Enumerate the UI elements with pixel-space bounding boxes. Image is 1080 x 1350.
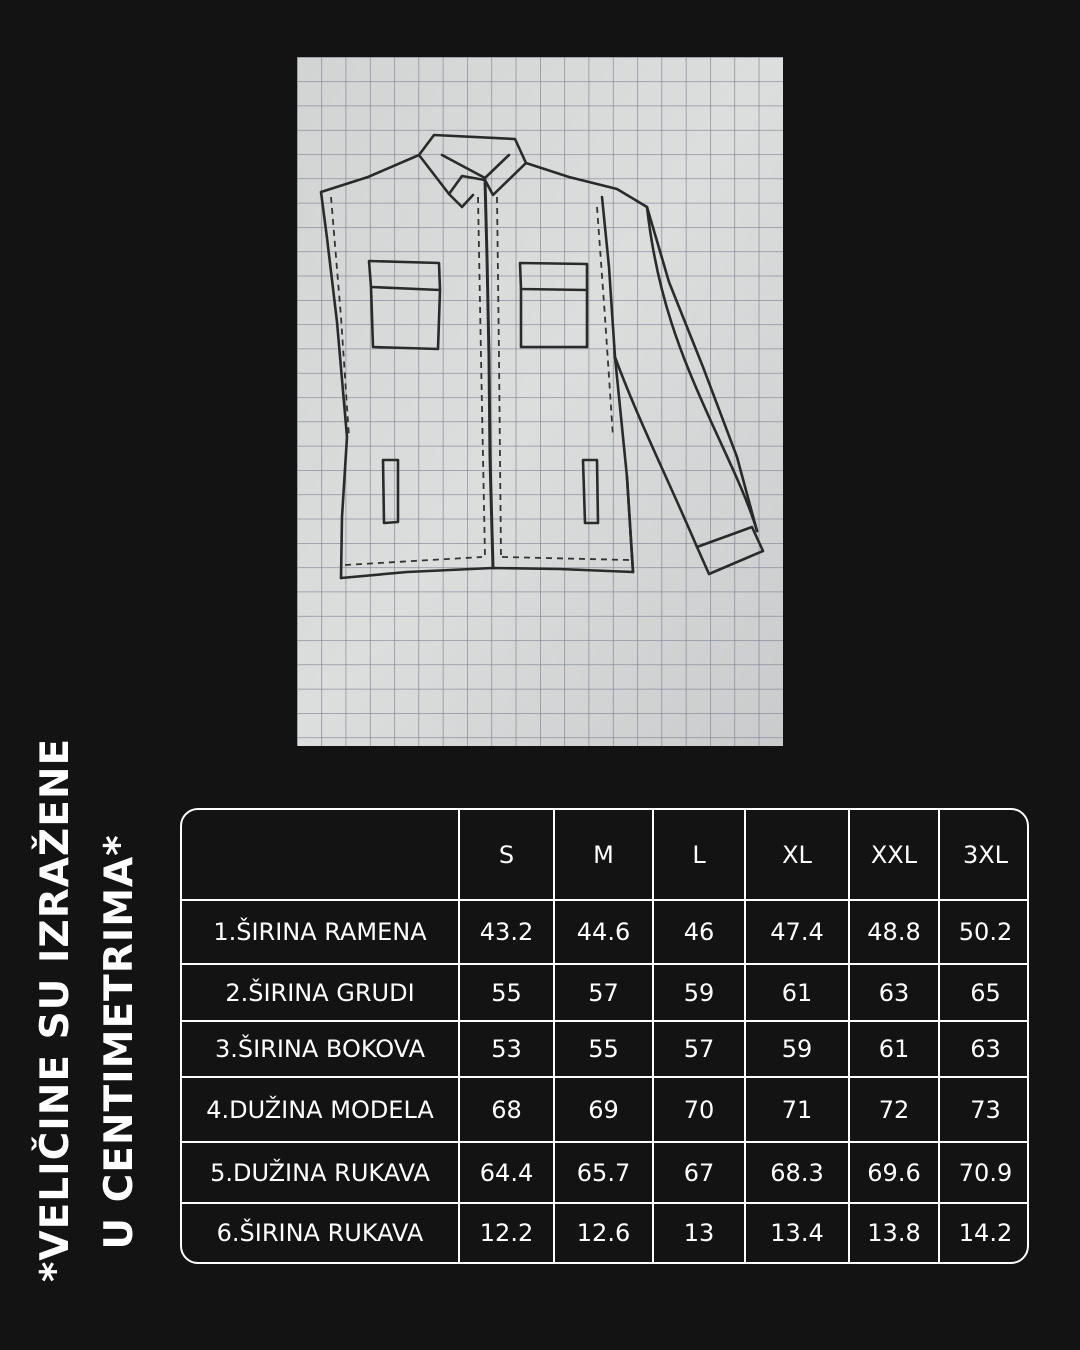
table-cell: 70.9	[939, 1142, 1029, 1203]
table-cell: 59	[745, 1021, 849, 1077]
table-cell: 57	[554, 964, 653, 1021]
table-cell: 69	[554, 1077, 653, 1142]
table-cell: 71	[745, 1077, 849, 1142]
header-size-xl: XL	[745, 810, 849, 900]
table-row	[182, 1142, 1029, 1203]
table-row	[182, 1021, 1029, 1077]
table-cell: 59	[653, 964, 745, 1021]
row-label: 2.ŠIRINA GRUDI	[182, 964, 459, 1021]
table-cell: 68	[459, 1077, 554, 1142]
table-row	[182, 1077, 1029, 1142]
table-cell: 12.6	[554, 1203, 653, 1262]
header-size-s: S	[459, 810, 554, 900]
table-cell: 47.4	[745, 900, 849, 964]
table-cell: 63	[849, 964, 939, 1021]
table-cell: 70	[653, 1077, 745, 1142]
table-cell: 72	[849, 1077, 939, 1142]
jacket-sketch-image	[297, 57, 783, 746]
table-cell: 57	[653, 1021, 745, 1077]
row-label: 1.ŠIRINA RAMENA	[182, 900, 459, 964]
units-note	[24, 737, 152, 1282]
table-cell: 63	[939, 1021, 1029, 1077]
table-row	[182, 1203, 1029, 1262]
row-label: 4.DUŽINA MODELA	[182, 1077, 459, 1142]
table-cell: 12.2	[459, 1203, 554, 1262]
table-cell: 14.2	[939, 1203, 1029, 1262]
size-chart-table	[180, 808, 1029, 1264]
table-cell: 50.2	[939, 900, 1029, 964]
table-cell: 53	[459, 1021, 554, 1077]
header-size-m: M	[554, 810, 653, 900]
table-cell: 64.4	[459, 1142, 554, 1203]
table-header-row	[182, 810, 1029, 900]
table-row	[182, 900, 1029, 964]
units-note-line-2: U CENTIMETRIMA*	[97, 834, 142, 1250]
table-cell: 55	[459, 964, 554, 1021]
units-note-line-1: *VELIČINE SU IZRAŽENE	[33, 737, 78, 1282]
table-cell: 73	[939, 1077, 1029, 1142]
table-cell: 44.6	[554, 900, 653, 964]
header-size-xxl: XXL	[849, 810, 939, 900]
header-size-l: L	[653, 810, 745, 900]
table-cell: 65	[939, 964, 1029, 1021]
table-cell: 13.4	[745, 1203, 849, 1262]
table-cell: 13.8	[849, 1203, 939, 1262]
header-empty-cell	[182, 810, 459, 900]
row-label: 6.ŠIRINA RUKAVA	[182, 1203, 459, 1262]
row-label: 3.ŠIRINA BOKOVA	[182, 1021, 459, 1077]
table-cell: 69.6	[849, 1142, 939, 1203]
header-size-3xl: 3XL	[939, 810, 1029, 900]
table-cell: 48.8	[849, 900, 939, 964]
table-cell: 46	[653, 900, 745, 964]
table-cell: 13	[653, 1203, 745, 1262]
table-cell: 61	[849, 1021, 939, 1077]
table-cell: 55	[554, 1021, 653, 1077]
table-cell: 68.3	[745, 1142, 849, 1203]
table-row	[182, 964, 1029, 1021]
table-cell: 67	[653, 1142, 745, 1203]
table-cell: 61	[745, 964, 849, 1021]
row-label: 5.DUŽINA RUKAVA	[182, 1142, 459, 1203]
table-cell: 43.2	[459, 900, 554, 964]
table-cell: 65.7	[554, 1142, 653, 1203]
